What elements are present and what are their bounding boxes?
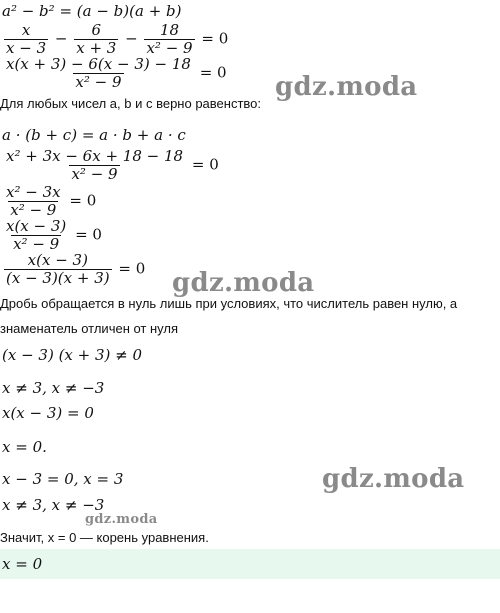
fraction: $\frac{\text{x² − 3x}}{\text{x² − 9}}$ — [6, 183, 61, 219]
watermark-small: gdz.moda — [85, 512, 158, 527]
paragraph-zero-condition: Дробь обращается в нуль лишь при условиях, что числитель равен нулю, а — [0, 296, 458, 311]
equation-original: $\frac{x}{x - 3}$ − $\frac{6}{x + 3}$ − $\frac{18}{\text{x² − 9}}$ = 0 — [6, 21, 229, 57]
paragraph-zero-condition-cont: знаменатель отличен от нуля — [0, 321, 179, 336]
paragraph-distributive-intro: Для любых чисел a, b и c верно равенство: — [0, 96, 262, 111]
watermark: gdz.moda — [322, 464, 465, 494]
fraction: $\frac{x(x - 3)}{\text{x² − 9}}$ — [6, 217, 67, 253]
answer-value: x = 0 — [2, 555, 43, 573]
fraction: $\frac{\text{x² + 3x − 6x + 18 − 18}}{\text{x² − 9}}$ — [6, 147, 184, 183]
fraction: $\frac{6}{x + 3}$ — [76, 21, 117, 57]
answer-box — [0, 549, 500, 579]
root-x-three: x − 3 = 0, x = 3 — [2, 470, 124, 488]
fraction: $\frac{x(x + 3) - 6(x - 3) - 18}{\text{x² − 9}}$ — [6, 55, 191, 91]
watermark: gdz.moda — [275, 72, 418, 102]
equation-fully-factored: $\frac{x(x - 3)}{(x - 3)(x + 3)}$ = 0 — [6, 251, 146, 287]
condition-denominator: (x − 3) (x + 3) ≠ 0 — [2, 346, 143, 364]
condition-x-values-repeat: x ≠ 3, x ≠ −3 — [2, 496, 105, 514]
equation-expanded: $\frac{\text{x² + 3x − 6x + 18 − 18}}{\text{x² − 9}}$ = 0 — [6, 147, 219, 183]
root-x-zero: x = 0. — [2, 438, 47, 456]
equation-common-denominator: $\frac{x(x + 3) - 6(x - 3) - 18}{\text{x² − 9}}$ = 0 — [6, 55, 227, 91]
equation-simplified: $\frac{\text{x² − 3x}}{\text{x² − 9}}$ = 0 — [6, 183, 97, 219]
numerator-equation: x(x − 3) = 0 — [2, 404, 94, 422]
identity-difference-of-squares: a² − b² = (a − b)(a + b) — [2, 2, 182, 20]
equation-factored: $\frac{x(x - 3)}{\text{x² − 9}}$ = 0 — [6, 217, 102, 253]
fraction: $\frac{x(x - 3)}{(x - 3)(x + 3)}$ — [6, 251, 110, 287]
conclusion-text: Значит, x = 0 — корень уравнения. — [0, 530, 209, 545]
condition-x-values: x ≠ 3, x ≠ −3 — [2, 379, 105, 397]
fraction: $\frac{18}{\text{x² − 9}}$ — [146, 21, 193, 57]
watermark: gdz.moda — [172, 268, 315, 298]
identity-distributive: a · (b + c) = a · b + a · c — [2, 126, 186, 144]
fraction: $\frac{x}{x - 3}$ — [6, 21, 47, 57]
